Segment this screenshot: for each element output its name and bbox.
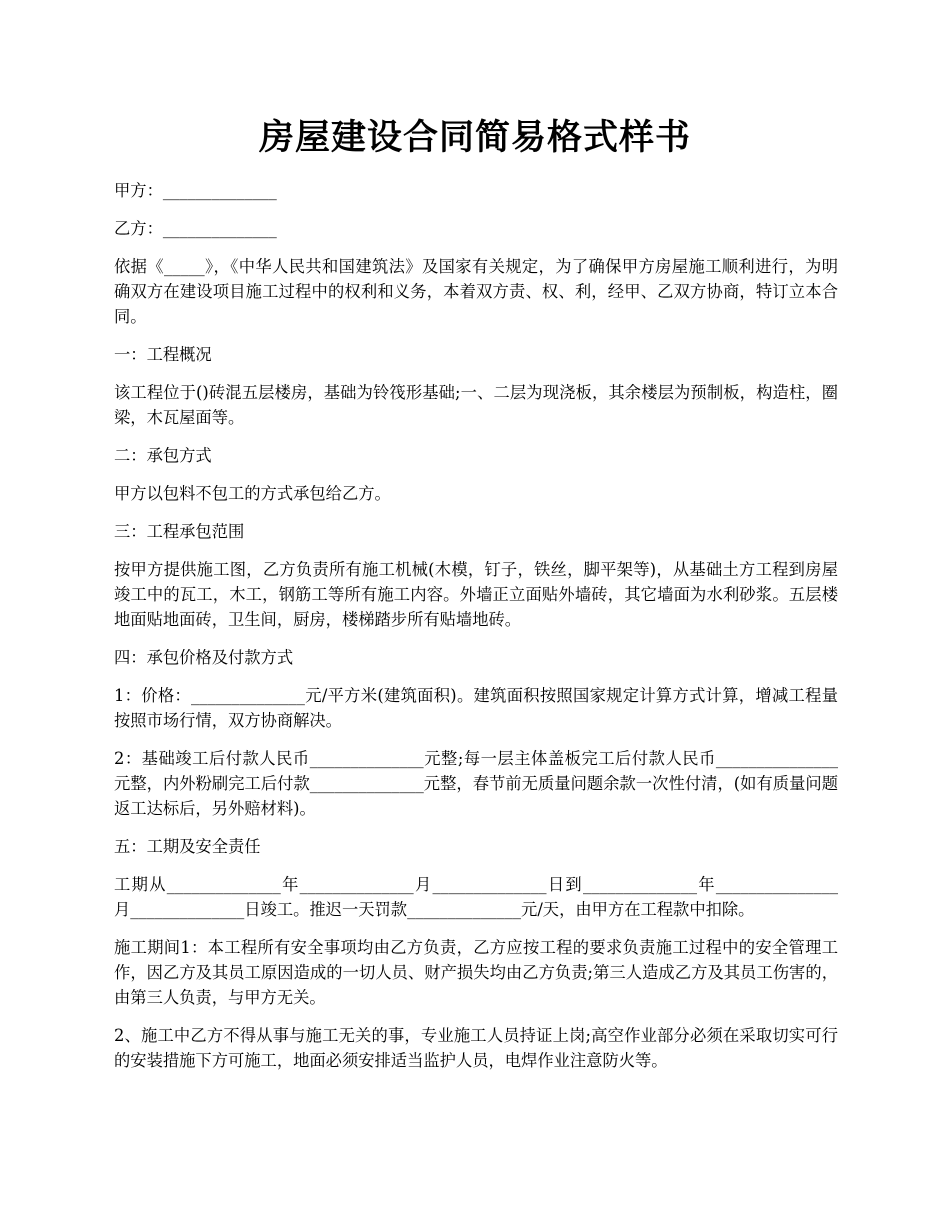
safety-paragraph-2: 2、施工中乙方不得从事与施工无关的事，专业施工人员持证上岗;高空作业部分必须在采取切实可行的安装措施下方可施工，地面必须安排适当监护人员，电焊作业注意防火等。 xyxy=(114,1026,838,1070)
schedule-paragraph: 工期从______________年______________月______________日到______________年_______________月______________日竣工。推迟一天罚款______________元/天，由甲方在工程款中扣除。 xyxy=(114,875,838,919)
payment-paragraph: 2：基础竣工后付款人民币______________元整;每一层主体盖板完工后付款人民币_______________元整，内外粉刷完工后付款______________元整，春节前无质量问题余款一次性付清，(如有质量问题返工达标后，另外赔材料)。 xyxy=(114,749,838,818)
section-heading-overview: 一：工程概况 xyxy=(114,345,212,364)
document-title: 房屋建设合同简易格式样书 xyxy=(258,118,691,158)
safety-paragraph-1: 施工期间1：本工程所有安全事项均由乙方负责，乙方应按工程的要求负责施工过程中的安全管理工作，因乙方及其员工原因造成的一切人员、财产损失均由乙方负责;第三人造成乙方及其员工伤害的，由第三人负责，与甲方无关。 xyxy=(114,938,838,1007)
party-a-line: 甲方：______________ xyxy=(114,181,277,200)
preamble-paragraph: 依据《_____》，《中华人民共和国建筑法》及国家有关规定，为了确保甲方房屋施工顺利进行，为明确双方在建设项目施工过程中的权利和义务，本着双方责、权、利，经甲、乙双方协商，特订立本合同。 xyxy=(114,257,838,326)
section-heading-price-payment: 四：承包价格及付款方式 xyxy=(114,648,294,667)
section-heading-contract-method: 二：承包方式 xyxy=(114,446,212,465)
party-b-line: 乙方：______________ xyxy=(114,219,277,238)
document-body xyxy=(114,178,838,1086)
overview-paragraph: 该工程位于()砖混五层楼房，基础为铃筏形基础;一、二层为现浇板，其余楼层为预制板，构造柱，圈梁，木瓦屋面等。 xyxy=(114,383,838,427)
contract-method-paragraph: 甲方以包料不包工的方式承包给乙方。 xyxy=(114,484,391,503)
price-paragraph: 1：价格：______________元/平方米(建筑面积)。建筑面积按照国家规定计算方式计算，增减工程量按照市场行情，双方协商解决。 xyxy=(114,686,838,730)
scope-paragraph: 按甲方提供施工图，乙方负责所有施工机械(木模，钉子，铁丝，脚平架等)，从基础土方工程到房屋竣工中的瓦工，木工，钢筋工等所有施工内容。外墙正立面贴外墙砖，其它墙面为水利砂浆。五层楼地面贴地面砖，卫生间，厨房，楼梯踏步所有贴墙地砖。 xyxy=(114,560,838,629)
section-heading-schedule-safety: 五：工期及安全责任 xyxy=(114,837,261,856)
section-heading-scope: 三：工程承包范围 xyxy=(114,522,245,541)
